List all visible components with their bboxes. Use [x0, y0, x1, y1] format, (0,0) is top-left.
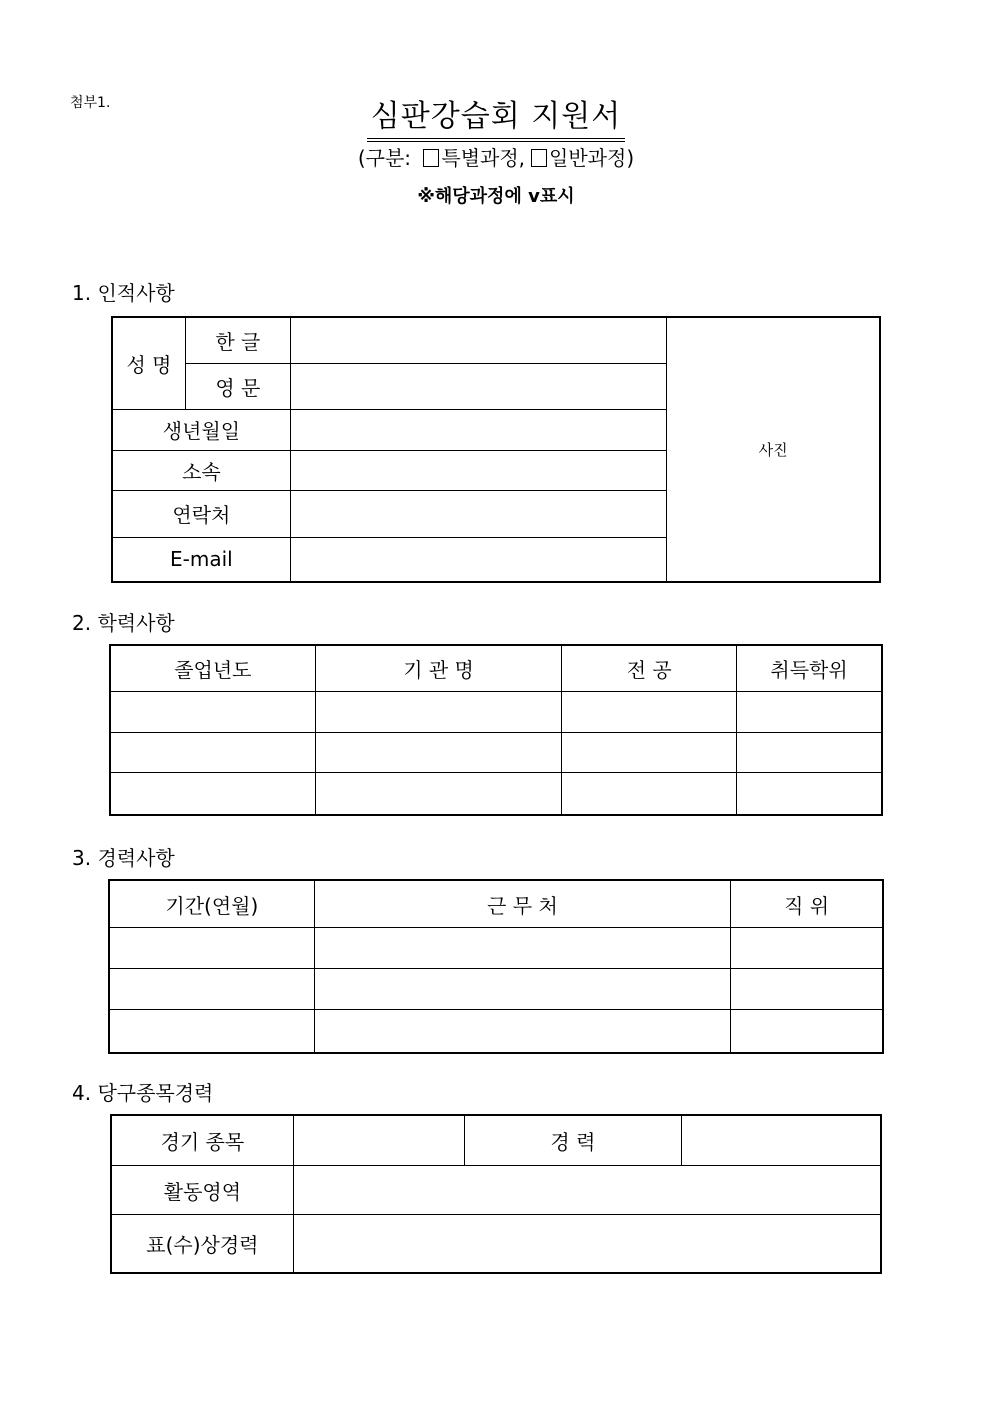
english-name-field[interactable]	[290, 364, 666, 409]
education-cell[interactable]	[737, 692, 882, 733]
award-label: 표(수)상경력	[112, 1215, 294, 1273]
table-row	[111, 733, 882, 773]
activity-label: 활동영역	[112, 1166, 294, 1215]
table-row	[110, 1010, 883, 1053]
special-course-label: 특별과정,	[441, 146, 526, 170]
photo-box[interactable]: 사진	[667, 318, 880, 582]
education-cell[interactable]	[562, 733, 737, 773]
table-row	[111, 692, 882, 733]
education-cell[interactable]	[111, 773, 316, 815]
general-course-checkbox[interactable]	[531, 149, 547, 167]
event-field[interactable]	[293, 1116, 464, 1166]
affiliation-label: 소속	[113, 450, 291, 490]
career-cell[interactable]	[314, 1010, 730, 1053]
contact-field[interactable]	[290, 491, 666, 537]
check-instruction: ※해당과정에 v표시	[417, 186, 575, 207]
birth-label: 생년월일	[113, 409, 291, 450]
general-course-label: 일반과정)	[549, 146, 635, 170]
birth-field[interactable]	[290, 409, 666, 450]
career-cell[interactable]	[110, 928, 315, 969]
career-cell[interactable]	[314, 928, 730, 969]
course-type-line	[0, 142, 992, 171]
education-cell[interactable]	[562, 692, 737, 733]
career-cell[interactable]	[731, 969, 883, 1010]
education-header-degree: 취득학위	[737, 646, 882, 692]
award-field[interactable]	[293, 1215, 880, 1273]
email-label: E-mail	[113, 537, 291, 581]
section-personal-heading: 1. 인적사항	[72, 281, 175, 305]
table-row	[110, 928, 883, 969]
korean-name-label: 한 글	[185, 318, 290, 364]
personal-info-table	[112, 317, 880, 582]
education-cell[interactable]	[315, 692, 562, 733]
education-cell[interactable]	[737, 773, 882, 815]
education-cell[interactable]	[111, 692, 316, 733]
education-cell[interactable]	[111, 733, 316, 773]
career-cell[interactable]	[731, 1010, 883, 1053]
section-education-heading: 2. 학력사항	[72, 611, 175, 635]
education-header-major: 전 공	[562, 646, 737, 692]
career-cell[interactable]	[731, 928, 883, 969]
attachment-label: 첨부1.	[70, 95, 111, 111]
education-header-institution: 기 관 명	[315, 646, 562, 692]
event-label: 경기 종목	[112, 1116, 294, 1166]
career-cell[interactable]	[314, 969, 730, 1010]
career-header-workplace: 근 무 처	[314, 881, 730, 928]
contact-label: 연락처	[113, 491, 291, 537]
career-cell[interactable]	[110, 1010, 315, 1053]
career-table	[109, 880, 883, 1053]
section-billiards-heading: 4. 당구종목경력	[72, 1081, 214, 1105]
education-cell[interactable]	[737, 733, 882, 773]
course-type-prefix: (구분:	[357, 146, 418, 170]
experience-field[interactable]	[682, 1116, 881, 1166]
table-row	[110, 969, 883, 1010]
experience-label: 경 력	[464, 1116, 682, 1166]
career-header-position: 직 위	[731, 881, 883, 928]
education-table	[110, 645, 882, 815]
activity-field[interactable]	[293, 1166, 880, 1215]
affiliation-field[interactable]	[290, 450, 666, 490]
korean-name-field[interactable]	[290, 318, 666, 364]
table-row	[111, 773, 882, 815]
education-cell[interactable]	[315, 773, 562, 815]
education-cell[interactable]	[315, 733, 562, 773]
email-field[interactable]	[290, 537, 666, 581]
education-header-graduation-year: 졸업년도	[111, 646, 316, 692]
page-title: 심판강습회 지원서	[0, 98, 992, 142]
billiards-career-table	[111, 1115, 881, 1273]
career-header-period: 기간(연월)	[110, 881, 315, 928]
career-cell[interactable]	[110, 969, 315, 1010]
section-career-heading: 3. 경력사항	[72, 846, 175, 870]
education-cell[interactable]	[562, 773, 737, 815]
special-course-checkbox[interactable]	[423, 149, 439, 167]
english-name-label: 영 문	[185, 364, 290, 409]
name-label: 성 명	[113, 318, 186, 410]
